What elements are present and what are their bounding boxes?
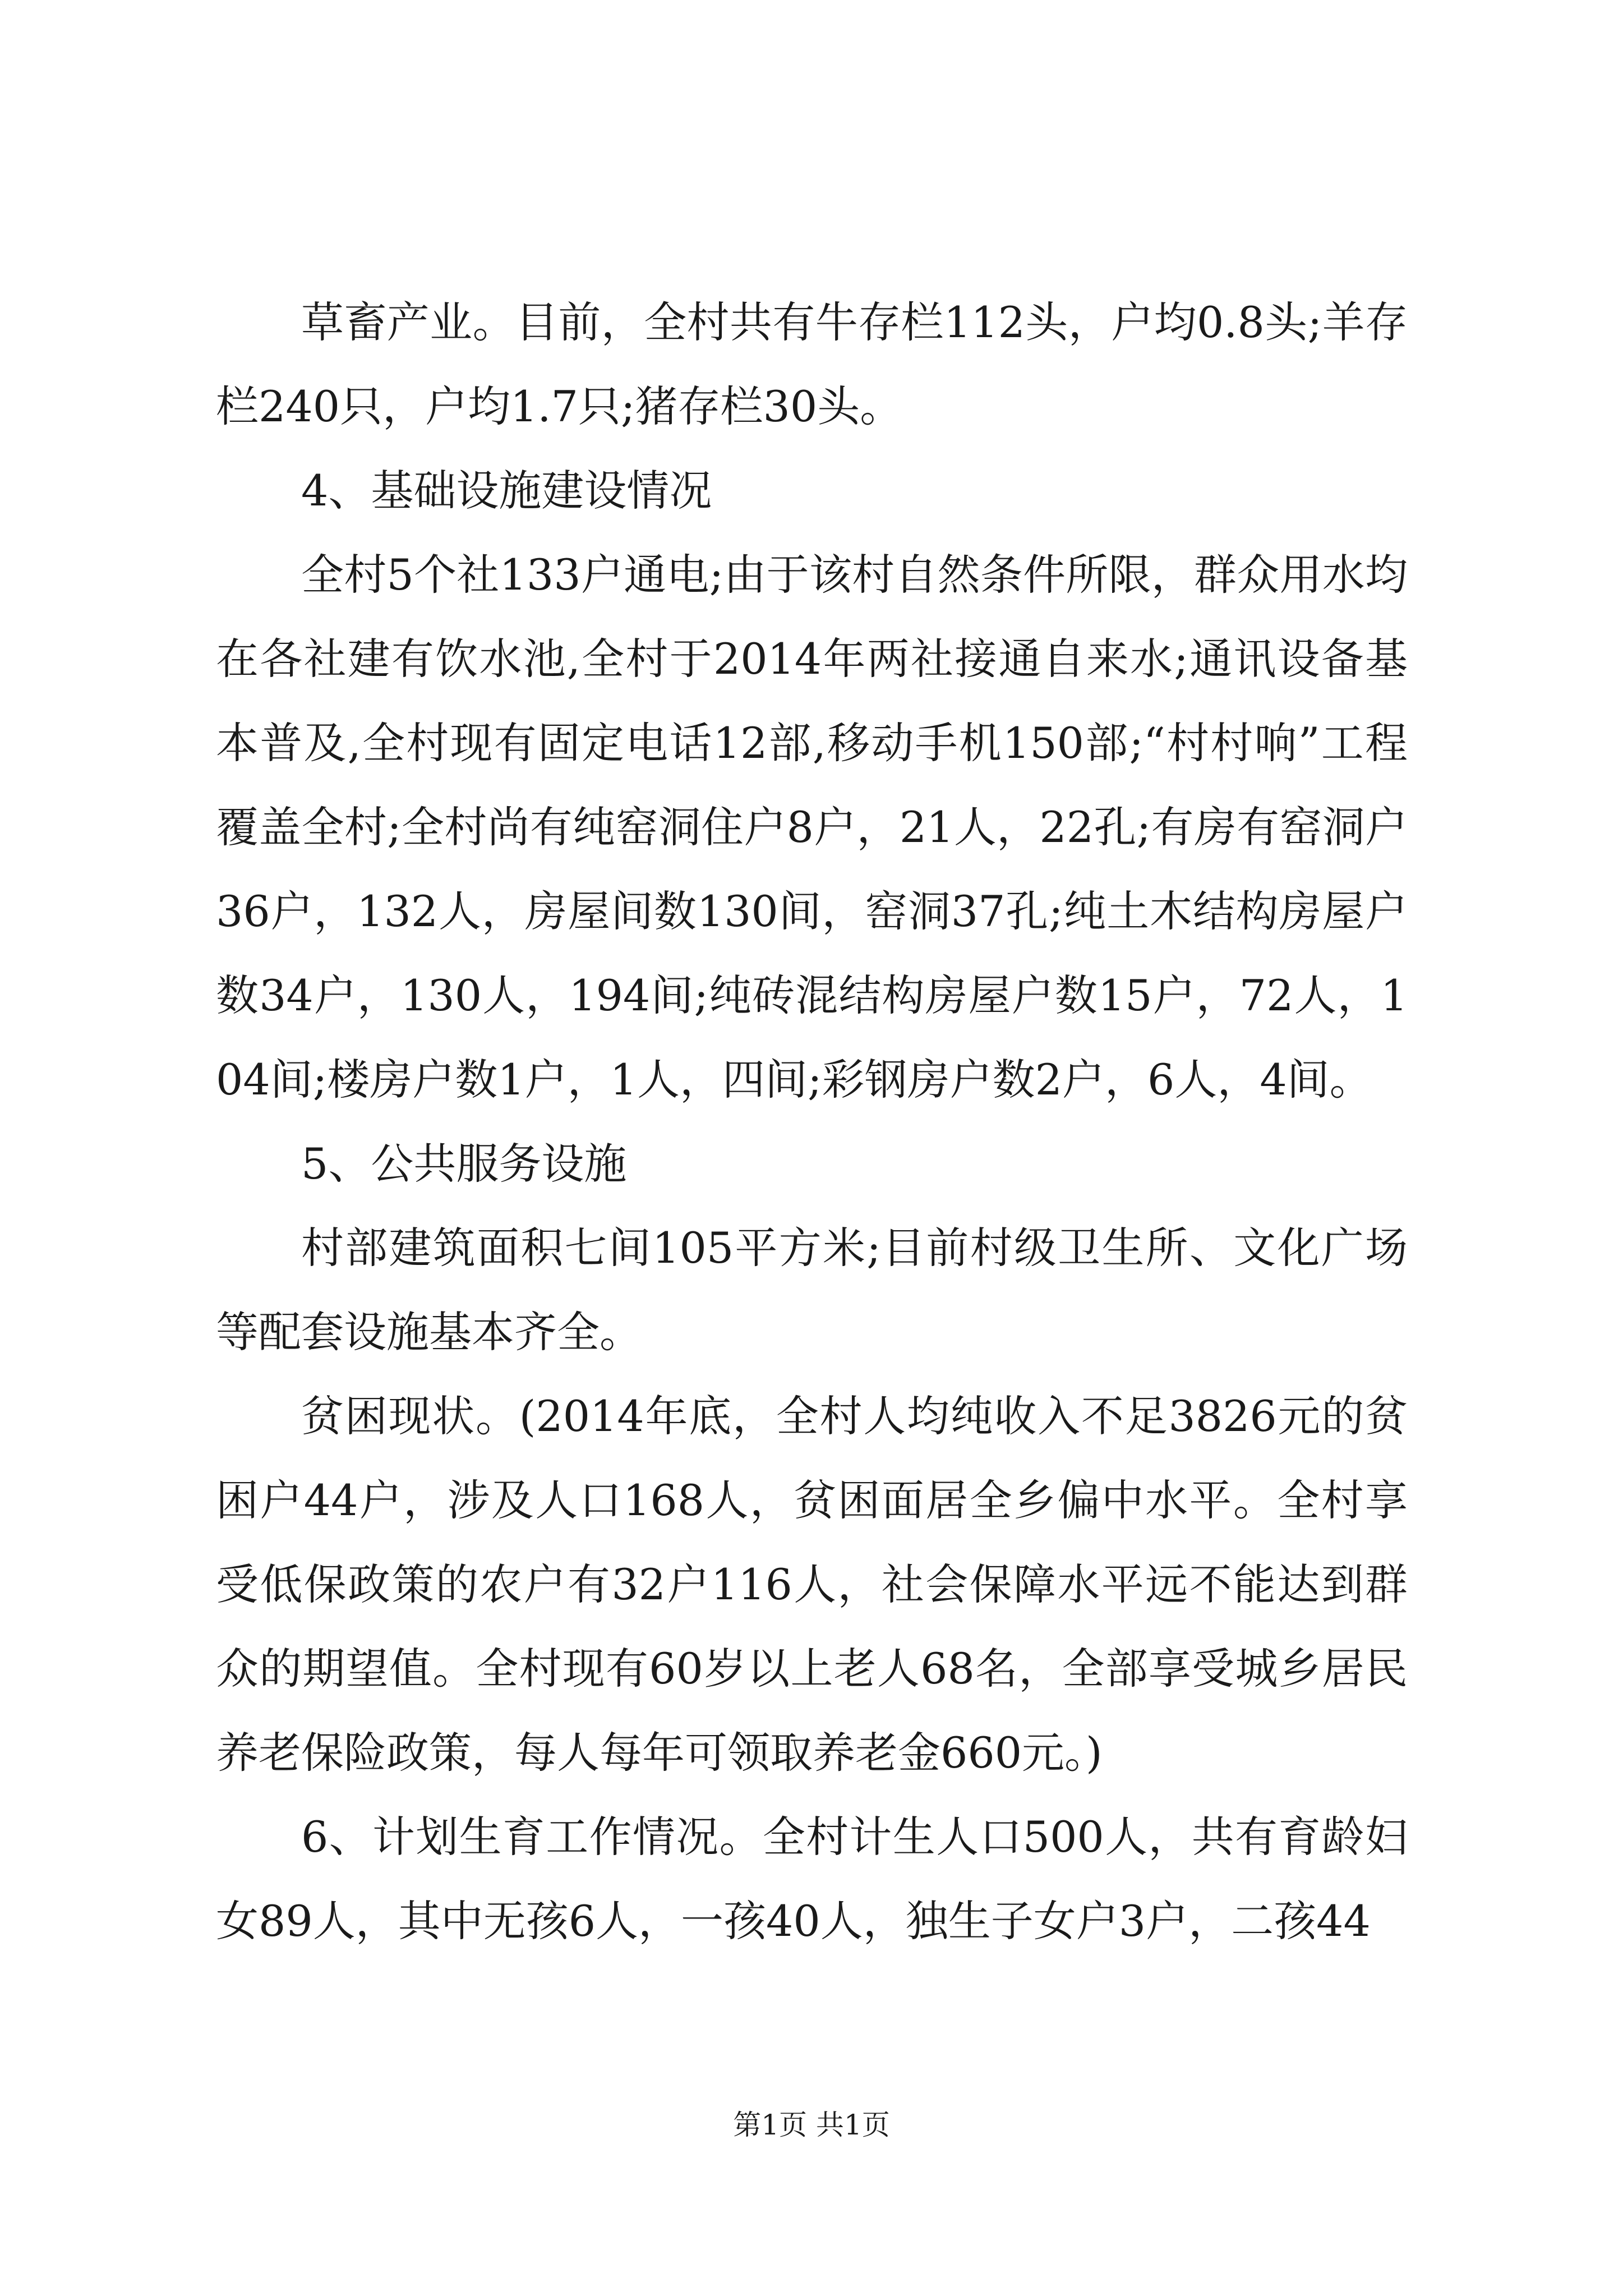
paragraph-livestock: 草畜产业。目前，全村共有牛存栏112头，户均0.8头;羊存栏240只，户均1.7只;猪存栏30头。 xyxy=(216,297,1408,431)
heading-public-services: 5、公共服务设施 xyxy=(301,1139,627,1189)
page-footer: 第1页 共1页 xyxy=(733,2109,890,2141)
paragraph-family-planning: 6、计划生育工作情况。全村计生人口500人，共有育龄妇女89人，其中无孩6人，一孩40人，独生子女户3户，二孩44 xyxy=(216,1812,1408,1946)
document-body xyxy=(216,280,1408,1963)
paragraph-public-services: 村部建筑面积七间105平方米;目前村级卫生所、文化广场等配套设施基本齐全。 xyxy=(216,1223,1408,1357)
heading-infrastructure: 4、基础设施建设情况 xyxy=(301,466,712,516)
paragraph-poverty-status: 贫困现状。(2014年底，全村人均纯收入不足3826元的贫困户44户，涉及人口168人，贫困面居全乡偏中水平。全村享受低保政策的农户有32户116人，社会保障水平远不能达到群众的期望值。全村现有60岁以上老人68名，全部享受城乡居民养老保险政策，每人每年可领取养老金660元。) xyxy=(216,1391,1408,1778)
paragraph-infrastructure: 全村5个社133户通电;由于该村自然条件所限，群众用水均在各社建有饮水池,全村于2014年两社接通自来水;通讯设备基本普及,全村现有固定电话12部,移动手机150部;“村村响”工程覆盖全村;全村尚有纯窑洞住户8户，21人，22孔;有房有窑洞户36户，132人，房屋间数130间，窑洞37孔;纯土木结构房屋户数34户，130人，194间;纯砖混结构房屋户数15户，72人，104间;楼房户数1户，1人，四间;彩钢房户数2户，6人，4间。 xyxy=(216,550,1408,1105)
